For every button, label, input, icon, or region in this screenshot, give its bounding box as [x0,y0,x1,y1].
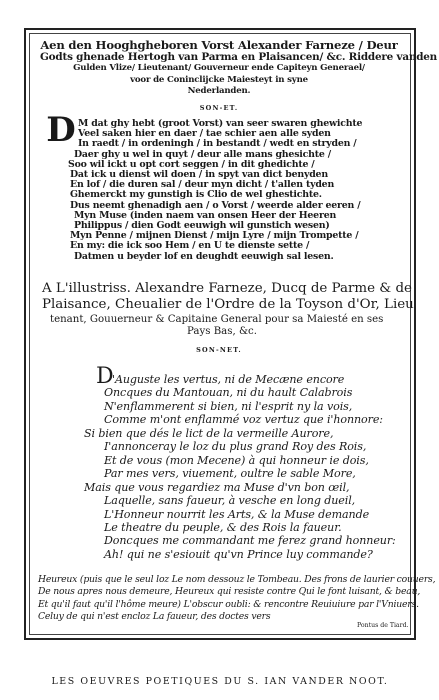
french-sonnet-line: Mais que vous regardiez ma Muse d'vn bon œil, [84,480,350,494]
dutch-sonnet-line: Datmen u beyder lof en deughdt eeuwigh sal lesen. [74,250,334,262]
dutch-sonnet-line: Myn Muse (inden naem van onsen Heer der Heeren [74,209,337,221]
dutch-drop-capital: D [46,110,76,150]
french-heading-line: tenant, Gouuerneur & Capitaine General pour sa Maiesté en ses [50,313,384,325]
page-footer: LES OEUVRES POETIQUES DU S. IAN VANDER NOOT. [51,676,389,687]
french-sonnet-line: Ah! qui ne s'esiouit qu'vn Prince luy commande? [104,547,373,561]
french-sonnet-line: N'enflammerent si bien, ni l'esprit ny la vois, [104,399,353,413]
dutch-sonnet-line: Daer ghy u wel in quyt / deur alle mans ghesichte / [74,148,331,160]
french-heading-line: Pays Bas, &c. [187,325,257,337]
epigram-line: De nous apres nous demeure, Heureux qui resiste contre Qui le font luisant, & beau, [38,586,421,598]
french-heading-line: Plaisance, Cheualier de l'Ordre de la Toyson d'Or, Lieu [42,297,414,313]
french-sonnet [84,373,404,561]
dutch-sonnet-line: Soo wil ickt u opt cort seggen / in dit ghedichte / [68,158,315,170]
french-dedication-heading [42,281,414,338]
dutch-sonnet-line: En lof / die duren sal / deur myn dicht / t'allen tyden [70,179,335,191]
dutch-heading-line: Nederlanden. [187,86,251,97]
french-sonnet-line: Le theatre du peuple, & des Rois la faueur. [104,520,342,534]
epigram-line: Celuy de qui n'est encloz La faueur, des doctes vers [38,611,271,623]
french-sonnet-line: Laquelle, sans faueur, à vesche en long dueil, [104,494,356,508]
dutch-dedication-heading [40,38,438,98]
author-signature: Pontus de Tiard. [357,622,409,629]
dutch-sonnet-line: Dat ick u dienst wil doen / in spyt van dict benyden [70,169,328,181]
dutch-sonnet-line: En my: die ick soo Hem / en U te dienste sette / [70,240,310,252]
epigram [38,574,436,624]
french-sonnet-line: Si bien que dés le lict de la vermeille Aurore, [84,426,334,440]
french-sonnet-line: Et de vous (mon Mecene) à qui honneur ie dois, [104,453,369,467]
french-sonnet-line: L'Honneur nourrit les Arts, & la Muse demande [104,507,370,521]
dutch-sonnet-line: Veel saken hier en daer / tae schier aen alle syden [78,128,331,140]
dutch-sonnet-label: SON-ET. [199,104,239,112]
dutch-heading-line: voor de Coninclijcke Maiesteyt in syne [130,74,308,85]
dutch-heading-line: Aen den Hooghgheboren Vorst Alexander Farneze / Deur [40,38,398,52]
dutch-sonnet-line: Philippus / dien Godt eeuwigh wil gunstich wesen) [74,220,330,232]
dutch-heading-line: Godts ghenade Hertogh van Parma en Plaisancen/ &c. Riddere vanden [40,50,438,63]
french-drop-capital: D [96,364,114,389]
epigram-line: Heureux (puis que le seul loz Le nom dessouz le Tombeau. Des frons de laurier couuers, [38,574,436,585]
french-sonnet-line: Doncques me commandant me ferez grand honneur: [104,534,396,548]
french-sonnet-line: Oncques du Mantouan, ni du hault Calabrois [104,386,353,400]
dutch-sonnet-line: Dus neemt ghenadigh aen / o Vorst / weerde alder eeren / [70,199,361,211]
dutch-sonnet-line: M dat ghy hebt (groot Vorst) van seer swaren ghewichte [78,118,363,129]
french-sonnet-line: Comme m'ont enflammé voz vertuz que i'honnore: [104,413,383,427]
dutch-heading-line: Gulden Vlize/ Lieutenant/ Gouverneur ende Capiteyn Generael/ [73,63,365,74]
french-sonnet-label: SON-NET. [196,346,242,354]
dutch-sonnet [68,118,408,262]
french-sonnet-line: Par mes vers, viuement, oultre le sable More, [104,467,356,481]
epigram-line: Et qu'il faut qu'il l'hôme meure) L'obscur oubli: & rencontre Reuiuiure par l'Vniuers. [38,598,419,610]
dutch-sonnet-line: Myn Penne / mijnen Dienst / mijn Lyre / mijn Trompette / [70,230,359,242]
french-sonnet-line: 'Auguste les vertus, ni de Mecæne encore [112,373,345,386]
french-heading-line: A L'illustriss. Alexandre Farneze, Ducq de Parme & de [42,281,412,296]
dutch-sonnet-line: In raedt / in ordeningh / in bestandt / wedt en stryden / [78,138,357,150]
french-sonnet-line: I'annonceray le loz du plus grand Roy des Rois, [104,440,367,454]
dutch-sonnet-line: Ghemerckt my gunstigh is Clio de wel ghestichte. [70,189,322,201]
